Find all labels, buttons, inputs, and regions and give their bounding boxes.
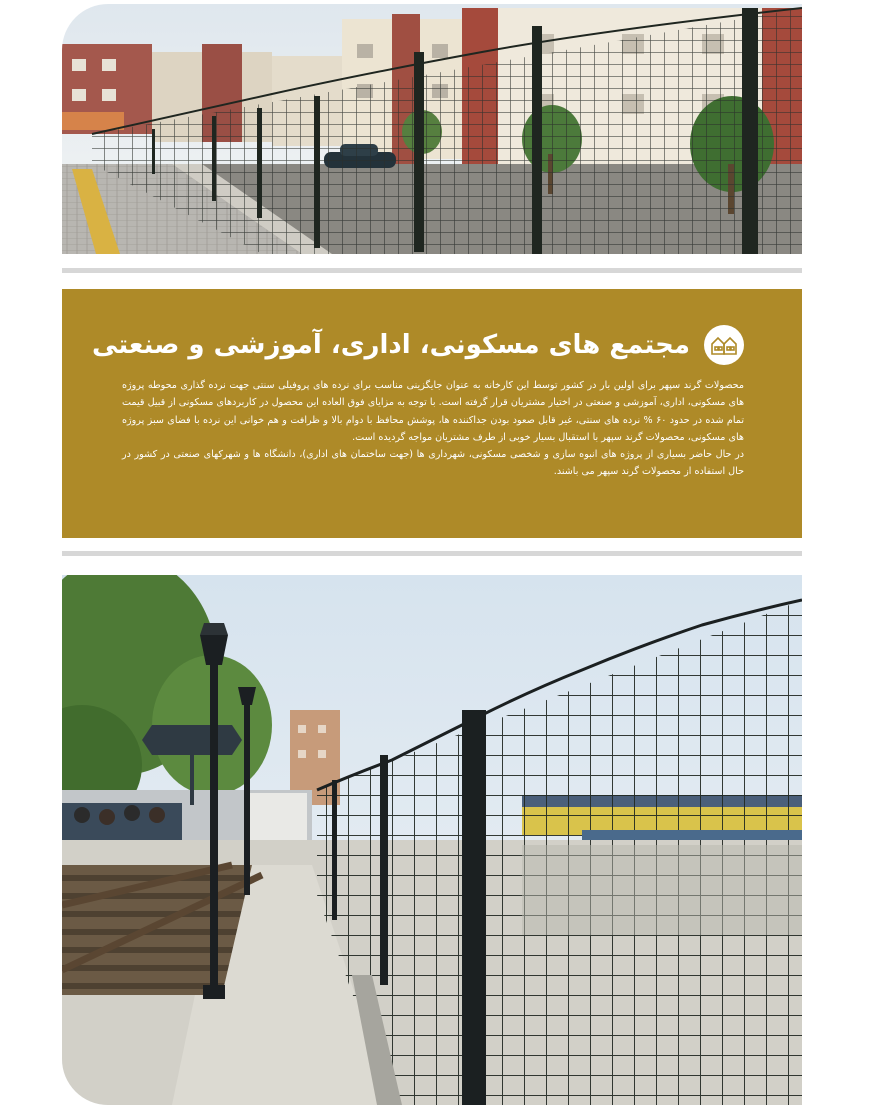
panel-title: مجتمع های مسکونی، اداری، آموزشی و صنعتی: [92, 330, 690, 360]
panel-body: [122, 377, 744, 481]
paragraph-current-use: در حال حاضر بسیاری از پروژه های انبوه سازی و شخصی مسکونی، شهرداری ها (جهت ساختمان های اداری)، دانشگاه ها و شهرکهای صنعتی در کشور در حال استفاده از محصولات گرند سپهر می باشند.: [122, 449, 744, 478]
divider-top: [62, 268, 802, 273]
top-fence-photo: [62, 4, 802, 254]
paragraph-intro: محصولات گرند سپهر برای اولین بار در کشور توسط این کارخانه به عنوان جایگزینی مناسب برای نرده های پروفیلی سنتی جهت نرده گذاری محوطه پروژه های مسکونی، اداری، آموزشی و صنعتی در اختیار مشتریان قرار گرفته است. با توجه به مزایای فوق العاده این محصول در کاربردهای مسکونی از قبیل قیمت تمام شده در حدود ۶۰ % نرده های سنتی، غیر قابل صعود بودن جداکننده ها، پوشش محافظ با دوام بالا و ظرافت و هم خوانی این نرده با فضای سبز پروژه های مسکونی، محصولات گرند سپهر با استقبال بسیار خوبی از طرف مشتریان مواجه گردیده است.: [122, 380, 744, 443]
building-icon: [704, 325, 744, 365]
bottom-fence-photo: [62, 575, 802, 1105]
info-panel: [62, 289, 802, 538]
residential-fence-illustration: [62, 4, 802, 254]
divider-bottom: [62, 551, 802, 556]
park-fence-illustration: [62, 575, 802, 1105]
heading-row: [92, 323, 744, 367]
